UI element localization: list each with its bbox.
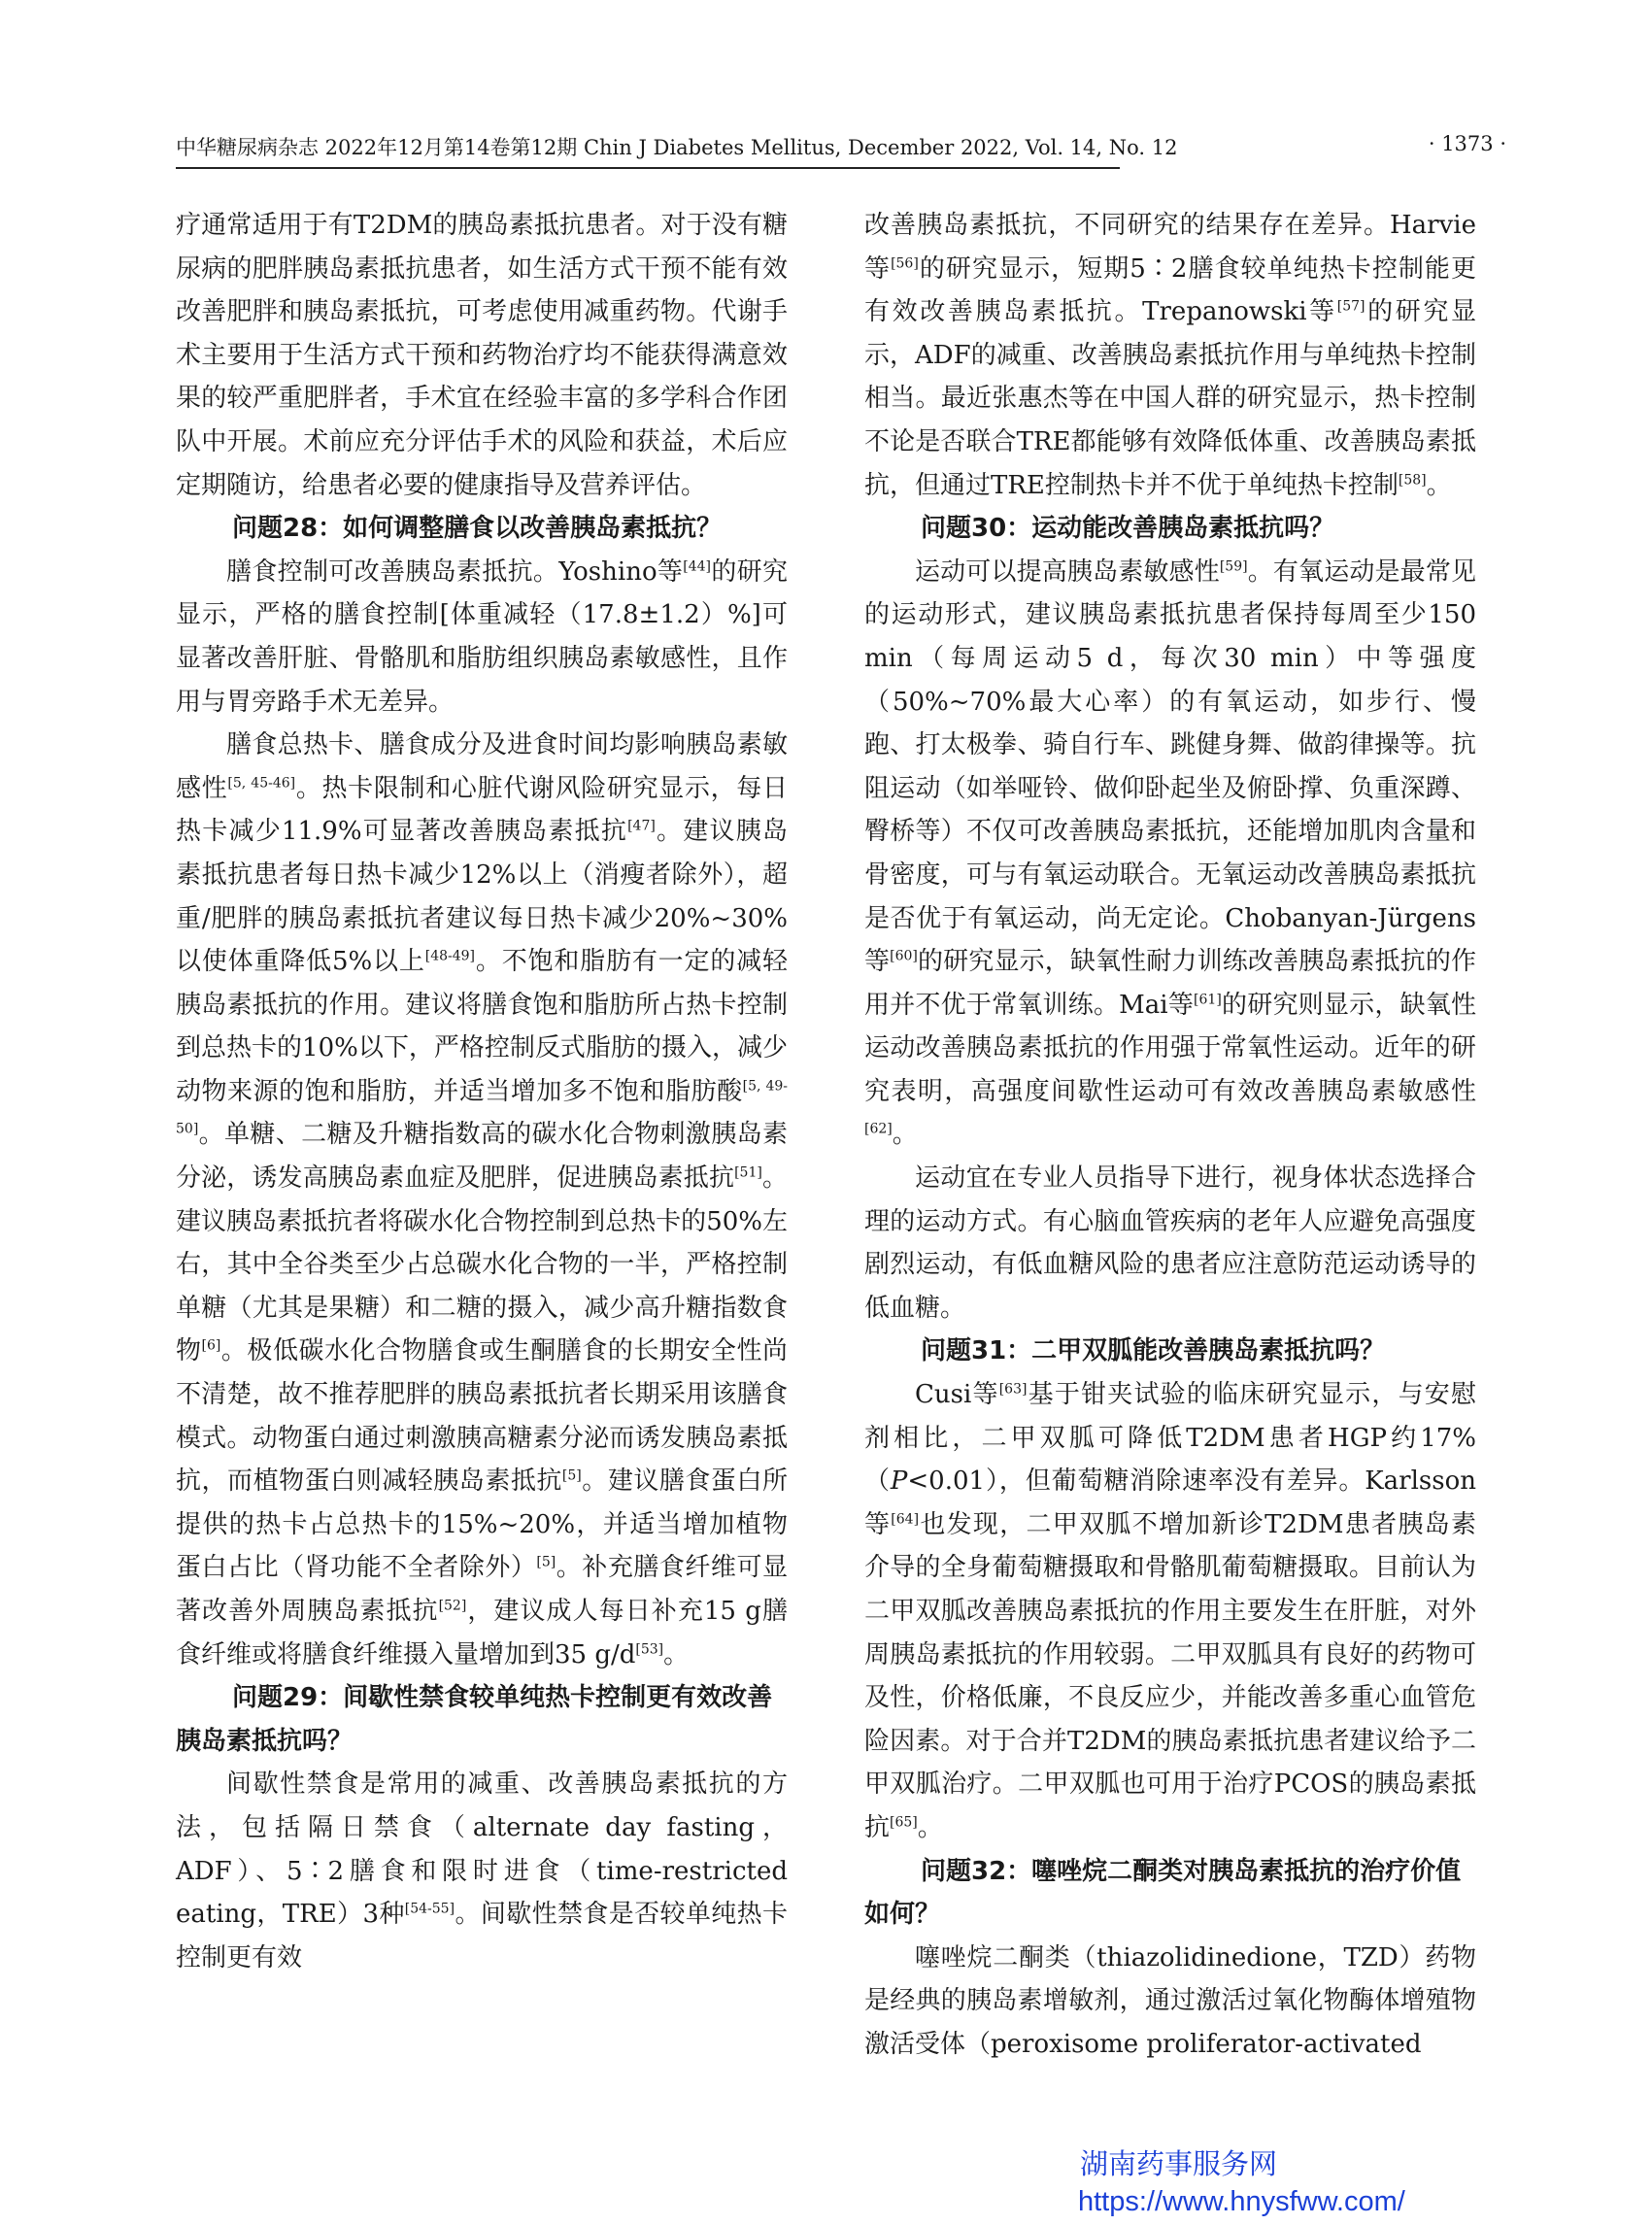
section-heading-q29: 问题29：间歇性禁食较单纯热卡控制更有效改善胰岛素抵抗吗？ — [176, 1683, 773, 1756]
paragraph: 运动宜在专业人员指导下进行，视身体状态选择合理的运动方式。有心脑血管疾病的老年人应避免高强度剧烈运动，有低血糖风险的患者应注意防范运动诱导的低血糖。 — [864, 1163, 1476, 1323]
text-run: 。热卡限制和心脏代谢风险研究显示，每日热卡减少11.9%可显著改善胰岛素抵抗 — [176, 773, 788, 847]
citation-ref[interactable]: [60] — [890, 948, 918, 964]
paragraph: 疗通常适用于有T2DM的胰岛素抵抗患者。对于没有糖尿病的肥胖胰岛素抵抗患者，如生活方式干预不能有效改善肥胖和胰岛素抵抗，可考虑使用减重药物。代谢手术主要用于生活方式干预和药物治疗均不能获得满意效果的较严重肥胖者，手术宜在经验丰富的多学科合作团队中开展。术前应充分评估手术的风险和获益，术后应定期随访，给患者必要的健康指导及营养评估。 — [176, 211, 788, 500]
text-run: <0.01），但葡萄糖消除速率没有差异。Karlsson等 — [864, 1466, 1476, 1539]
section-heading-q28: 问题28：如何调整膳食以改善胰岛素抵抗？ — [232, 514, 723, 544]
text-run: 。有氧运动是最常见的运动形式，建议胰岛素抵抗患者保持每周至少150 min（每周运动5 d，每次30 min）中等强度（50%~70%最大心率）的有氧运动，如步行、慢跑、打太极拳、骑自行车、跳健身舞、做韵律操等。抗阻运动（如举哑铃、做仰卧起坐及俯卧撑、负重深蹲、臀桥等）不仅可改善胰岛素抵抗，还能增加肌肉含量和骨密度，可与有氧运动联合。无氧运动改善胰岛素抵抗是否优于有氧运动，尚无定论。Chobanyan-Jürgens等 — [864, 556, 1476, 977]
citation-ref[interactable]: [64] — [891, 1511, 920, 1528]
text-run: 的研究显示，严格的膳食控制[体重减轻（17.8±1.2）%]可显著改善肝脏、骨骼肌和脂肪组织胰岛素敏感性，且作用与胃旁路手术无差异。 — [176, 556, 788, 717]
citation-ref[interactable]: [52] — [438, 1598, 467, 1614]
citation-ref[interactable]: [65] — [890, 1814, 918, 1831]
text-run: 运动可以提高胰岛素敏感性 — [915, 556, 1220, 587]
text-run: 改善胰岛素抵抗，不同研究的结果存在差异。Harvie等 — [864, 211, 1476, 284]
text-run: 。建议膳食蛋白所提供的热卡占总热卡的15%~20%，并适当增加植物蛋白占比（肾功能不全者除外） — [176, 1466, 788, 1583]
text-run: 基于钳夹试验的临床研究显示，与安慰剂相比，二甲双胍可降低T2DM患者HGP约17%（ — [864, 1380, 1476, 1497]
text-run: 。 — [917, 1812, 943, 1842]
citation-ref[interactable]: [5, 49-50] — [176, 1078, 788, 1137]
paragraph — [864, 1373, 1476, 1850]
text-run: 。不饱和脂肪有一定的减轻胰岛素抵抗的作用。建议将膳食饱和脂肪所占热卡控制到总热卡的10%以下，严格控制反式脂肪的摄入，减少动物来源的饱和脂肪，并适当增加多不饱和脂肪酸 — [176, 947, 788, 1106]
citation-ref[interactable]: [5, 45-46] — [227, 775, 296, 792]
text-run: 膳食控制可改善胰岛素抵抗。Yoshino等 — [226, 556, 684, 587]
text-run: 。建议胰岛素抵抗者将碳水化合物控制到总热卡的50%左右，其中全谷类至少占总碳水化合物的一半，严格控制单糖（尤其是果糖）和二糖的摄入，减少高升糖指数食物 — [176, 1163, 788, 1366]
watermark-url[interactable]: https://www.hnysfww.com/ — [1078, 2186, 1405, 2217]
text-run: 。补充膳食纤维可显著改善外周胰岛素抵抗 — [176, 1553, 788, 1626]
text-run: 。 — [663, 1639, 690, 1669]
text-run: 的研究则显示，缺氧性运动改善胰岛素抵抗的作用强于常氧性运动。近年的研究表明，高强度间歇性运动可有效改善胰岛素敏感性 — [864, 990, 1476, 1106]
text-run: 间歇性禁食是常用的减重、改善胰岛素抵抗的方法，包括隔日禁食（alternate day fasting，ADF）、5∶2膳食和限时进食（time-restricted eating，TRE）3种 — [176, 1770, 788, 1930]
citation-ref[interactable]: [5] — [536, 1554, 556, 1570]
citation-ref[interactable]: [48-49] — [424, 948, 476, 964]
text-run: 。极低碳水化合物膳食或生酮膳食的长期安全性尚不清楚，故不推荐肥胖的胰岛素抵抗者长期采用该膳食模式。动物蛋白通过刺激胰高糖素分泌而诱发胰岛素抵抗，而植物蛋白则减轻胰岛素抵抗 — [176, 1336, 788, 1497]
text-run: 的研究显示，ADF的减重、改善胰岛素抵抗作用与单纯热卡控制相当。最近张惠杰等在中国人群的研究显示，热卡控制不论是否联合TRE都能够有效降低体重、改善胰岛素抵抗，但通过TRE控制热卡并不优于单纯热卡控制 — [864, 297, 1476, 500]
citation-ref[interactable]: [54-55] — [404, 1901, 455, 1917]
citation-ref[interactable]: [51] — [734, 1164, 762, 1181]
p-value-symbol: P — [890, 1466, 908, 1497]
citation-ref[interactable]: [5] — [561, 1467, 582, 1484]
citation-ref[interactable]: [47] — [627, 818, 656, 834]
text-run: ，建议成人每日补充15 g膳食纤维或将膳食纤维摄入量增加到35 g/d — [176, 1597, 788, 1669]
journal-citation: 中华糖尿病杂志 2022年12月第14卷第12期 Chin J Diabetes Mellitus, December 2022, Vol. 14, No. 12 — [176, 136, 1178, 159]
paragraph: 噻唑烷二酮类（thiazolidinedione，TZD）药物是经典的胰岛素增敏剂，通过激活过氧化物酶体增殖物激活受体（peroxisome proliferator-activated — [864, 1942, 1476, 2059]
citation-ref[interactable]: [6] — [201, 1337, 221, 1354]
citation-ref[interactable]: [59] — [1219, 558, 1248, 575]
citation-ref[interactable]: [56] — [891, 254, 919, 271]
text-run: 。建议胰岛素抵抗患者每日热卡减少12%以上（消瘦者除外），超重/肥胖的胰岛素抵抗者建议每日热卡减少20%~30%以使体重降低5%以上 — [176, 817, 788, 977]
text-run: 。间歇性禁食是否较单纯热卡控制更有效 — [176, 1900, 788, 1972]
text-run: 。单糖、二糖及升糖指数高的碳水化合物刺激胰岛素分泌，诱发高胰岛素血症及肥胖，促进胰岛素抵抗 — [176, 1120, 788, 1194]
citation-ref[interactable]: [58] — [1398, 471, 1427, 488]
section-heading-q30: 问题30：运动能改善胰岛素抵抗吗？ — [921, 514, 1335, 544]
left-column — [176, 204, 788, 1979]
citation-ref[interactable]: [62] — [864, 1121, 893, 1137]
paragraph — [864, 204, 1476, 507]
section-heading-q31: 问题31：二甲双胍能改善胰岛素抵抗吗？ — [921, 1336, 1386, 1366]
citation-ref[interactable]: [53] — [635, 1640, 664, 1657]
paragraph — [864, 551, 1476, 1157]
text-run: 的研究显示，缺氧性耐力训练改善胰岛素抵抗的作用并不优于常氧训练。Mai等 — [864, 947, 1476, 1020]
watermark-site-name: 湖南药事服务网 — [1080, 2149, 1278, 2180]
citation-ref[interactable]: [61] — [1194, 992, 1222, 1008]
citation-ref[interactable]: [57] — [1336, 298, 1365, 315]
citation-ref[interactable]: [63] — [998, 1381, 1028, 1398]
citation-ref[interactable]: [44] — [683, 558, 711, 575]
text-run: 也发现，二甲双胍不增加新诊T2DM患者胰岛素介导的全身葡萄糖摄取和骨骼肌葡萄糖摄取。目前认为二甲双胍改善胰岛素抵抗的作用主要发生在肝脏，对外周胰岛素抵抗的作用较弱。二甲双胍具有良好的药物可及性，价格低廉，不良反应少，并能改善多重心血管危险因素。对于合并T2DM的胰岛素抵抗患者建议给予二甲双胍治疗。二甲双胍也可用于治疗PCOS的胰岛素抵抗 — [864, 1509, 1476, 1842]
text-run: 。 — [892, 1120, 918, 1150]
text-run: Cusi等 — [915, 1380, 999, 1410]
section-heading-q32: 问题32：噻唑烷二酮类对胰岛素抵抗的治疗价值如何？ — [864, 1856, 1462, 1930]
paragraph — [176, 551, 788, 724]
paragraph — [176, 724, 788, 1676]
text-run: 的研究显示，短期5∶2膳食较单纯热卡控制能更有效改善胰岛素抵抗。Trepanowski等 — [864, 253, 1476, 327]
paragraph — [176, 1763, 788, 1979]
text-run: 膳食总热卡、膳食成分及进食时间均影响胰岛素敏感性 — [176, 730, 788, 803]
running-header — [176, 126, 1506, 165]
right-column — [864, 204, 1476, 2067]
text-run: 。 — [1426, 470, 1452, 500]
page-number: · 1373 · — [1428, 132, 1506, 155]
watermark — [1078, 2146, 1405, 2220]
header-rule — [176, 167, 1120, 169]
